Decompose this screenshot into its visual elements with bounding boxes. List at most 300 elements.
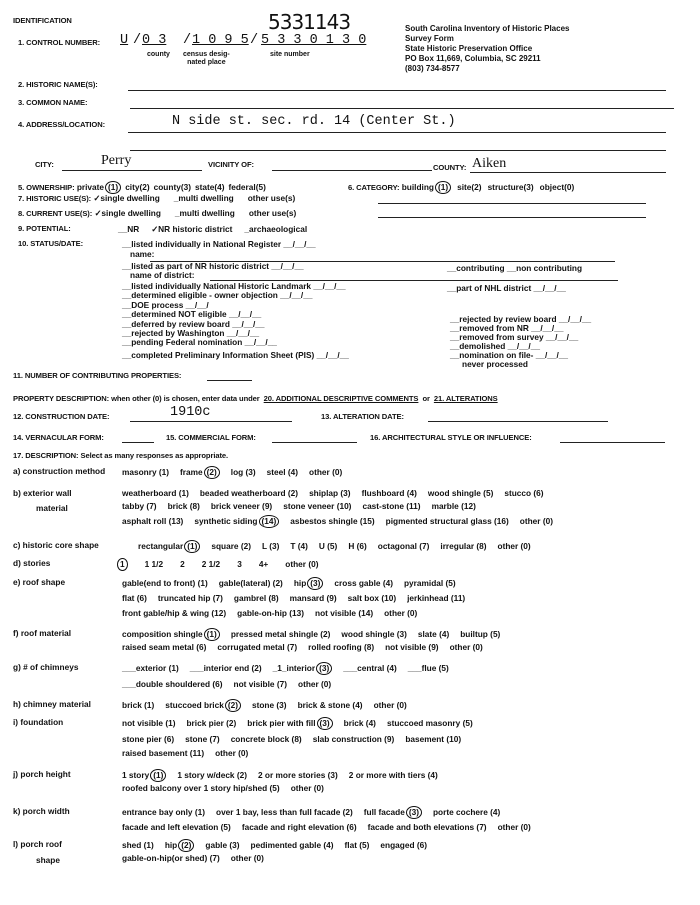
option-item[interactable]	[313, 734, 395, 744]
option-label: composition shingle	[122, 629, 203, 639]
option-label: 2 or more stories (3)	[258, 770, 338, 780]
option-label: T (4)	[290, 541, 308, 551]
option-item[interactable]	[165, 700, 241, 710]
option-label: site(2)	[457, 182, 482, 192]
option-item[interactable]	[122, 840, 154, 850]
option-item[interactable]	[285, 559, 318, 569]
option-item[interactable]	[309, 488, 351, 498]
option-label: structure(3)	[487, 182, 534, 192]
option-row	[122, 783, 335, 793]
option-label: 1 story w/deck (2)	[177, 770, 247, 780]
option-item[interactable]	[364, 807, 422, 817]
option-row	[122, 642, 494, 652]
option-item[interactable]: ✓single dwelling	[94, 208, 161, 218]
option-label: ___exterior (1)	[122, 663, 179, 673]
selected-option-circle: (1)	[435, 181, 451, 194]
option-label: steel (4)	[266, 467, 299, 477]
option-label: octagonal (7)	[377, 541, 430, 551]
selected-option-circle: (3)	[307, 577, 323, 590]
commercial-label: 15. COMMERCIAL FORM:	[166, 433, 256, 442]
option-item[interactable]	[348, 593, 396, 603]
option-item[interactable]: other use(s)	[247, 193, 296, 203]
option-item[interactable]	[122, 593, 147, 603]
status-option[interactable]: __removed from NR __/__/__	[450, 323, 564, 333]
option-label: 3	[237, 559, 242, 569]
option-label: ___flue (5)	[407, 663, 449, 673]
option-item[interactable]	[122, 822, 231, 832]
option-label: gable-on-hip (13)	[237, 608, 305, 618]
option-item[interactable]	[122, 663, 179, 673]
option-item[interactable]	[407, 593, 465, 603]
description-label: d) stories	[13, 558, 51, 568]
style-label: 16. ARCHITECTURAL STYLE OR INFLUENCE:	[370, 433, 532, 442]
or-text: or	[422, 394, 430, 403]
option-label: truncated hip (7)	[157, 593, 223, 603]
description-label: i) foundation	[13, 717, 64, 727]
option-label: other (0)	[298, 679, 332, 689]
option-item[interactable]	[190, 663, 262, 673]
status-option[interactable]: name of district:	[130, 270, 195, 280]
option-label: facade and both elevations (7)	[367, 822, 487, 832]
option-label: tabby (7)	[122, 501, 157, 511]
option-label: other (0)	[497, 822, 531, 832]
status-option[interactable]: __removed from survey __/__/__	[450, 332, 579, 342]
option-item[interactable]	[168, 501, 200, 511]
option-label: 1 story	[122, 770, 150, 780]
option-item[interactable]	[122, 748, 204, 758]
option-item[interactable]	[122, 783, 280, 793]
option-label: slate (4)	[417, 629, 450, 639]
option-item[interactable]	[122, 642, 206, 652]
site-caption: site number	[270, 51, 310, 58]
historic-use-options	[93, 193, 309, 203]
option-item[interactable]	[457, 182, 481, 192]
option-item[interactable]	[211, 541, 251, 551]
option-item[interactable]	[488, 182, 534, 192]
option-item[interactable]	[408, 663, 449, 673]
description-label: a) construction method	[13, 466, 106, 476]
description-label: shape	[36, 855, 60, 865]
historic-name-label: 2. HISTORIC NAME(S):	[18, 80, 98, 89]
county-value[interactable]: Aiken	[472, 156, 507, 171]
selected-option-circle: (1)	[105, 181, 121, 194]
option-label: builtup (5)	[460, 629, 501, 639]
option-item[interactable]	[405, 734, 461, 744]
contributing-field[interactable]	[207, 380, 252, 381]
option-item[interactable]	[262, 541, 279, 551]
option-item[interactable]	[215, 748, 248, 758]
option-label: federal(5)	[228, 182, 266, 192]
status-option[interactable]: __deferred by review board __/__/__	[122, 319, 265, 329]
option-item[interactable]	[122, 679, 223, 689]
option-item[interactable]	[122, 467, 169, 477]
option-label: weatherboard (1)	[122, 488, 189, 498]
status-option[interactable]: __demolished __/__/__	[450, 341, 540, 351]
status-option[interactable]: __determined eligible - owner objection __/__/__	[122, 290, 313, 300]
option-item[interactable]	[234, 679, 287, 689]
option-item[interactable]	[362, 501, 420, 511]
option-item[interactable]	[315, 608, 373, 618]
option-label: irregular (8)	[440, 541, 487, 551]
option-label: ___double shouldered (6)	[122, 679, 223, 689]
option-row	[122, 501, 487, 511]
separator: /	[133, 33, 142, 48]
option-label: other (0)	[285, 559, 319, 569]
option-item[interactable]	[283, 501, 351, 511]
option-item[interactable]	[298, 679, 331, 689]
current-other-use-field[interactable]	[378, 217, 646, 218]
option-item[interactable]	[362, 488, 417, 498]
option-item[interactable]	[216, 807, 353, 817]
option-row	[122, 717, 484, 730]
option-label: other (0)	[373, 700, 407, 710]
option-item[interactable]	[418, 629, 449, 639]
agency-line: (803) 734-8577	[405, 64, 460, 73]
status-option[interactable]: __contributing __non contributing	[447, 263, 583, 273]
option-label: brick (8)	[167, 501, 200, 511]
option-item[interactable]	[344, 718, 376, 728]
option-label: brick (4)	[343, 718, 376, 728]
status-option[interactable]: __pending Federal nomination __/__/__	[122, 337, 277, 347]
option-label: L (3)	[261, 541, 280, 551]
description-label: g) # of chimneys	[13, 662, 79, 672]
option-label: 2	[180, 559, 185, 569]
option-item[interactable]	[402, 182, 451, 192]
option-item[interactable]	[247, 718, 332, 728]
option-item[interactable]	[387, 718, 473, 728]
status-option[interactable]: __DOE process __/__/	[122, 300, 209, 310]
historic-name-field[interactable]	[128, 90, 666, 91]
option-item[interactable]	[231, 734, 302, 744]
option-label: frame	[180, 467, 203, 477]
option-item[interactable]	[273, 663, 333, 673]
option-item[interactable]	[380, 840, 427, 850]
option-item[interactable]	[294, 578, 324, 588]
option-row	[122, 577, 467, 590]
district-name-field[interactable]	[210, 280, 618, 281]
description-label: j) porch height	[13, 769, 71, 779]
option-row	[122, 839, 438, 852]
option-item[interactable]	[384, 608, 417, 618]
option-item[interactable]	[309, 467, 342, 477]
option-item[interactable]: ✓NR historic district	[151, 224, 233, 234]
option-label: roofed balcony over 1 story hip/shed (5)	[122, 783, 280, 793]
option-label: log (3)	[230, 467, 256, 477]
status-option[interactable]: __listed individually in National Register __/__/__	[122, 239, 316, 249]
option-item[interactable]	[122, 700, 154, 710]
option-item[interactable]	[258, 770, 338, 780]
option-label: rolled roofing (8)	[308, 642, 375, 652]
option-row	[138, 540, 542, 553]
description-label: k) porch width	[13, 806, 70, 816]
option-item[interactable]	[290, 593, 337, 603]
option-item[interactable]	[186, 718, 236, 728]
option-item[interactable]	[234, 593, 279, 603]
option-item[interactable]	[202, 559, 220, 569]
option-label: other (0)	[519, 516, 553, 526]
option-label: beaded weatherboard (2)	[199, 488, 299, 498]
option-item[interactable]	[520, 516, 553, 526]
option-item[interactable]	[290, 516, 374, 526]
option-item[interactable]	[231, 467, 256, 477]
city-label: CITY:	[35, 160, 54, 169]
option-item[interactable]	[116, 559, 128, 569]
option-item[interactable]	[217, 642, 297, 652]
historic-other-use-field[interactable]	[378, 203, 646, 204]
selected-option-circle: (2)	[178, 839, 194, 852]
property-desc-text: PROPERTY DESCRIPTION: when other (0) is chosen, enter data under	[13, 394, 260, 403]
agency-line: State Historic Preservation Office	[405, 44, 533, 53]
vicinity-field[interactable]	[272, 170, 432, 171]
option-item[interactable]	[319, 541, 337, 551]
option-item[interactable]: ✓single dwelling	[93, 193, 160, 203]
option-item[interactable]: _multi dwelling	[173, 193, 234, 203]
option-row	[122, 822, 542, 832]
option-item[interactable]	[180, 467, 220, 477]
selected-option-circle: (2)	[204, 466, 220, 479]
status-option[interactable]: __rejected by Washington __/__/__	[122, 328, 260, 338]
option-item[interactable]	[267, 467, 298, 477]
option-label: state(4)	[194, 182, 225, 192]
construction-date-line	[130, 421, 292, 422]
style-field[interactable]	[560, 442, 665, 443]
option-item[interactable]	[228, 182, 265, 192]
option-label: mansard (9)	[289, 593, 337, 603]
option-label: hip	[164, 840, 178, 850]
option-item[interactable]	[540, 182, 575, 192]
option-item[interactable]	[428, 488, 493, 498]
option-item[interactable]	[177, 770, 247, 780]
option-item[interactable]	[195, 182, 225, 192]
option-item[interactable]	[122, 734, 174, 744]
option-item[interactable]	[145, 559, 163, 569]
option-label: brick veneer (9)	[210, 501, 273, 511]
option-label: wood shingle (3)	[341, 629, 407, 639]
option-item[interactable]	[345, 840, 370, 850]
common-name-field[interactable]	[130, 108, 674, 109]
option-item[interactable]: _archaeological	[244, 224, 308, 234]
status-option[interactable]: __completed Preliminary Information Sheet (PIS) __/__/__	[122, 350, 349, 360]
county-caption: county	[147, 51, 170, 58]
option-item[interactable]	[334, 578, 393, 588]
contributing-label: 11. NUMBER OF CONTRIBUTING PROPERTIES:	[13, 371, 182, 380]
construction-date-value[interactable]: 1910c	[170, 405, 211, 420]
option-label: basement (10)	[405, 734, 462, 744]
option-label: not visible (14)	[315, 608, 374, 618]
option-label: wood shingle (5)	[427, 488, 494, 498]
agency-line: Survey Form	[405, 34, 454, 43]
status-option[interactable]: __listed as part of NR historic district __/__/__	[122, 261, 304, 271]
option-label: square (2)	[211, 541, 251, 551]
city-value[interactable]: Perry	[101, 153, 132, 168]
status-name-field[interactable]	[150, 261, 615, 262]
address-line	[128, 132, 666, 133]
option-item[interactable]	[460, 629, 500, 639]
option-item[interactable]	[378, 541, 430, 551]
option-label: private	[76, 182, 105, 192]
commercial-field[interactable]	[272, 442, 357, 443]
option-item[interactable]	[450, 642, 483, 652]
option-item[interactable]	[122, 488, 189, 498]
option-item[interactable]	[432, 501, 476, 511]
option-row	[122, 466, 353, 479]
place-caption: census desig- nated place	[183, 51, 230, 66]
option-item[interactable]	[343, 663, 397, 673]
option-item[interactable]	[251, 840, 334, 850]
option-item[interactable]	[231, 629, 331, 639]
option-item[interactable]	[138, 541, 200, 551]
option-item[interactable]	[252, 700, 287, 710]
option-item[interactable]	[433, 807, 500, 817]
option-item[interactable]	[498, 541, 531, 551]
option-label: concrete block (8)	[230, 734, 302, 744]
option-label: full facade	[363, 807, 405, 817]
current-use-options	[94, 208, 310, 218]
alteration-date-field[interactable]	[428, 421, 608, 422]
option-item[interactable]	[291, 783, 324, 793]
option-label: stone pier (6)	[122, 734, 175, 744]
control-county: 0 3	[142, 33, 167, 48]
category-options	[402, 182, 581, 192]
status-option[interactable]: __determined NOT eligible __/__/__	[122, 309, 262, 319]
option-item[interactable]	[498, 822, 531, 832]
option-label: porte cochere (4)	[432, 807, 501, 817]
option-item[interactable]	[125, 182, 149, 192]
option-item[interactable]	[504, 488, 543, 498]
option-label: rectangular	[138, 541, 184, 551]
status-option[interactable]: __part of NHL district __/__/__	[447, 283, 566, 293]
option-label: shed (1)	[122, 840, 154, 850]
option-item[interactable]	[237, 608, 304, 618]
option-item[interactable]	[180, 559, 185, 569]
option-label: other (0)	[230, 853, 264, 863]
status-option[interactable]: __rejected by review board __/__/__	[450, 314, 592, 324]
option-label: other (0)	[309, 467, 343, 477]
status-label: 10. STATUS/DATE:	[18, 239, 84, 248]
option-item[interactable]	[242, 822, 357, 832]
option-label: gable(lateral) (2)	[218, 578, 283, 588]
option-label: gable-on-hip(or shed) (7)	[122, 853, 220, 863]
option-item[interactable]	[231, 853, 264, 863]
address-value[interactable]: N side st. sec. rd. 14 (Center St.)	[172, 114, 456, 129]
option-item[interactable]	[122, 501, 157, 511]
option-label: other (0)	[290, 783, 324, 793]
option-label: 1 1/2	[144, 559, 164, 569]
agency-line: South Carolina Inventory of Historic Places	[405, 24, 570, 33]
option-label: pedimented gable (4)	[250, 840, 334, 850]
option-row	[122, 734, 472, 744]
county-label: COUNTY:	[433, 163, 467, 172]
status-option[interactable]: name:	[130, 249, 155, 259]
description-label: b) exterior wall	[13, 488, 72, 498]
option-item[interactable]	[205, 840, 239, 850]
option-label: brick pier with fill	[247, 718, 316, 728]
option-item[interactable]	[349, 770, 438, 780]
option-item[interactable]	[154, 182, 191, 192]
option-item[interactable]	[298, 700, 363, 710]
option-label: _1_interior	[272, 663, 316, 673]
control-site: 5 3 3 0 1 3 0	[261, 33, 367, 48]
option-label: U (5)	[318, 541, 338, 551]
option-item[interactable]	[122, 770, 166, 780]
option-item[interactable]	[385, 642, 438, 652]
control-place: 1 0 9 5	[192, 33, 249, 48]
option-item[interactable]	[308, 642, 374, 652]
option-item[interactable]	[122, 629, 220, 639]
option-label: not visible (9)	[385, 642, 439, 652]
selected-option-circle: (1)	[204, 628, 220, 641]
option-item[interactable]	[77, 182, 121, 192]
agency-line: PO Box 11,669, Columbia, SC 29211	[405, 54, 541, 63]
option-item[interactable]	[122, 608, 226, 618]
option-item[interactable]	[374, 700, 407, 710]
option-item[interactable]	[237, 559, 242, 569]
option-label: brick & stone (4)	[297, 700, 363, 710]
option-item[interactable]	[165, 840, 195, 850]
option-item[interactable]	[368, 822, 487, 832]
option-label: ___interior end (2)	[189, 663, 262, 673]
option-item[interactable]	[122, 853, 220, 863]
option-label: building	[401, 182, 434, 192]
option-row	[122, 628, 511, 641]
potential-options	[118, 224, 319, 234]
option-label: shiplap (3)	[309, 488, 351, 498]
vicinity-label: VICINITY OF:	[208, 160, 254, 169]
status-option[interactable]: __nomination on file- __/__/__	[450, 350, 569, 360]
option-item[interactable]	[219, 578, 283, 588]
option-item[interactable]: other use(s)	[248, 208, 297, 218]
option-item[interactable]	[122, 578, 208, 588]
option-label: flat (5)	[344, 840, 370, 850]
selected-option-circle: (1)	[184, 540, 200, 553]
option-item[interactable]	[158, 593, 223, 603]
option-label: other (0)	[497, 541, 531, 551]
description-label: material	[36, 503, 68, 513]
option-item[interactable]	[386, 516, 509, 526]
option-label: cross gable (4)	[334, 578, 393, 588]
option-item[interactable]	[122, 718, 175, 728]
option-item[interactable]	[341, 629, 406, 639]
option-item[interactable]	[211, 501, 272, 511]
option-label: cast-stone (11)	[362, 501, 421, 511]
option-label: facade and right elevation (6)	[241, 822, 357, 832]
option-label: other (0)	[449, 642, 483, 652]
option-item[interactable]	[122, 807, 205, 817]
status-option[interactable]: __listed individually National Historic Landmark __/__/__	[122, 281, 346, 291]
option-item[interactable]	[185, 734, 220, 744]
option-label: jerkinhead (11)	[407, 593, 466, 603]
option-item[interactable]	[259, 559, 268, 569]
description-label: l) porch roof	[13, 839, 62, 849]
option-item[interactable]	[194, 516, 279, 526]
selected-option-circle: (1)	[150, 769, 166, 782]
option-row	[116, 558, 335, 571]
vernacular-label: 14. VERNACULAR FORM:	[13, 433, 104, 442]
option-item[interactable]	[200, 488, 298, 498]
option-item[interactable]: _multi dwelling	[174, 208, 235, 218]
option-item[interactable]	[122, 516, 183, 526]
option-item[interactable]	[348, 541, 366, 551]
option-item[interactable]	[404, 578, 456, 588]
option-row	[122, 593, 476, 603]
address-line-2[interactable]	[130, 150, 666, 151]
selected-option-circle: (14)	[259, 515, 280, 528]
option-item[interactable]	[290, 541, 308, 551]
option-label: other (0)	[215, 748, 249, 758]
option-item[interactable]: __NR	[118, 224, 140, 234]
vernacular-field[interactable]	[122, 442, 154, 443]
option-item[interactable]	[440, 541, 486, 551]
